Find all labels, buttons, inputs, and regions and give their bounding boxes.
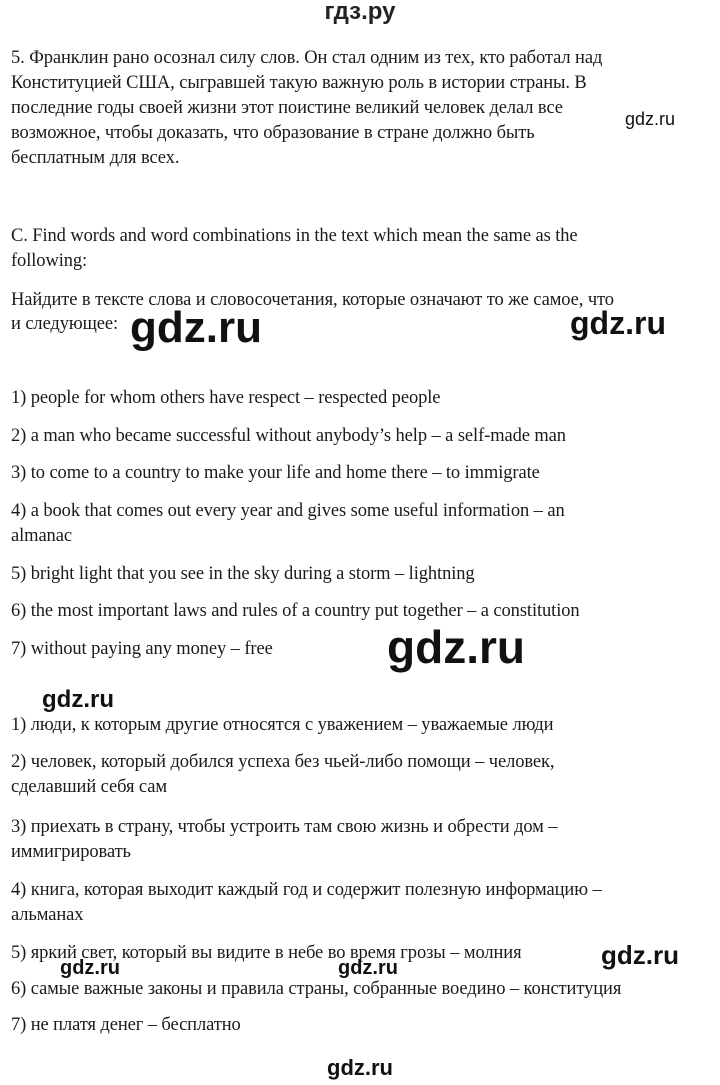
answer-en-item: almanac: [11, 526, 72, 546]
answer-en-item: 7) without paying any money – free: [11, 639, 273, 659]
watermark: gdz.ru: [570, 305, 666, 341]
paragraph-5-line: бесплатным для всех.: [11, 148, 180, 168]
watermark: gdz.ru: [60, 957, 120, 979]
answer-en-item: 3) to come to a country to make your life and home there – to immigrate: [11, 463, 540, 483]
watermark: gdz.ru: [338, 957, 398, 979]
answer-ru-item: 6) самые важные законы и правила страны, собранные воедино – конституция: [11, 979, 622, 999]
exercise-task-en: following:: [11, 251, 88, 271]
watermark: gdz.ru: [130, 303, 262, 352]
answer-en-item: 1) people for whom others have respect – respected people: [11, 388, 441, 408]
exercise-task-en: C. Find words and word combinations in the text which mean the same as the: [11, 226, 578, 246]
answer-ru-item: сделавший себя сам: [11, 777, 167, 797]
paragraph-5-line: возможное, чтобы доказать, что образование в стране должно быть: [11, 123, 535, 143]
watermark: gdz.ru: [387, 621, 525, 673]
answer-ru-item: иммигрировать: [11, 842, 131, 862]
answer-en-item: 5) bright light that you see in the sky during a storm – lightning: [11, 564, 475, 584]
watermark: gdz.ru: [601, 940, 679, 970]
watermark: gdz.ru: [625, 109, 676, 129]
answer-ru-item: 4) книга, которая выходит каждый год и содержит полезную информацию –: [11, 880, 602, 900]
answer-en-item: 4) a book that comes out every year and gives some useful information – an: [11, 501, 565, 521]
answer-en-item: 6) the most important laws and rules of a country put together – a constitution: [11, 601, 580, 621]
watermark: gdz.ru: [42, 686, 114, 713]
exercise-task-ru: Найдите в тексте слова и словосочетания, которые означают то же самое, что: [11, 290, 614, 310]
site-footer[interactable]: gdz.ru: [327, 1055, 393, 1080]
answer-ru-item: альманах: [11, 905, 84, 925]
answer-ru-item: 5) яркий свет, который вы видите в небе во время грозы – молния: [11, 943, 522, 963]
site-header[interactable]: гдз.ру: [324, 0, 396, 25]
exercise-task-ru: и следующее:: [11, 314, 119, 334]
answer-ru-item: 1) люди, к которым другие относятся с уважением – уважаемые люди: [11, 715, 554, 735]
paragraph-5-line: последние годы своей жизни этот поистине великий человек делал все: [11, 98, 563, 118]
answer-en-item: 2) a man who became successful without anybody’s help – a self-made man: [11, 426, 566, 446]
answer-ru-item: 2) человек, который добился успеха без чьей-либо помощи – человек,: [11, 752, 555, 772]
answer-ru-item: 7) не платя денег – бесплатно: [11, 1015, 241, 1035]
paragraph-5-line: 5. Франклин рано осознал силу слов. Он стал одним из тех, кто работал над: [11, 48, 603, 68]
paragraph-5-line: Конституцией США, сыгравшей такую важную роль в истории страны. В: [11, 73, 587, 93]
answer-ru-item: 3) приехать в страну, чтобы устроить там свою жизнь и обрести дом –: [11, 817, 558, 837]
